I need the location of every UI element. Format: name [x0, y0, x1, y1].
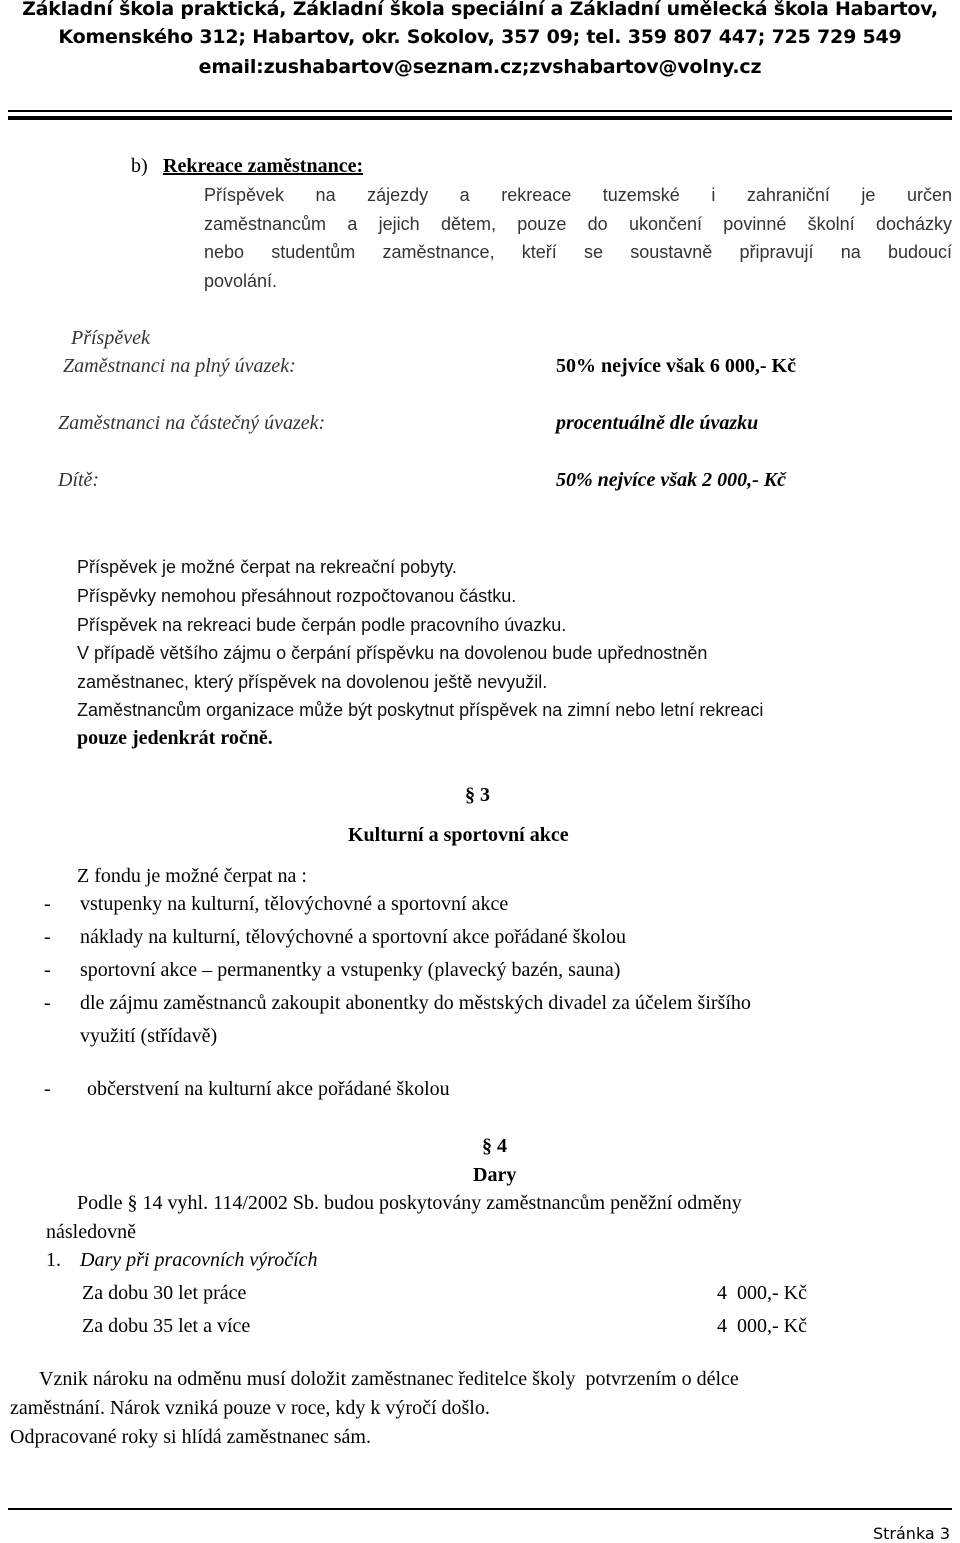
section-3-title: Kulturní a sportovní akce: [348, 824, 569, 846]
header-rule-thin: [8, 110, 952, 112]
rule-note: Zaměstnancům organizace může být poskytnut příspěvek na zimní nebo letní rekreaci: [77, 700, 764, 720]
section-b-heading: Rekreace zaměstnance:: [163, 155, 364, 177]
list-dash: -: [44, 1078, 51, 1100]
section-4-intro-cont: následovně: [46, 1221, 136, 1243]
section-3-number: § 3: [465, 784, 490, 806]
list-dash: -: [44, 992, 51, 1014]
section-4-number: § 4: [482, 1135, 507, 1157]
closing-line: Odpracované roky si hlídá zaměstnanec sám.: [10, 1426, 371, 1448]
rule-note: Příspěvek je možné čerpat na rekreační pobyty.: [77, 557, 457, 577]
contribution-label: Dítě:: [58, 469, 100, 491]
school-address-line: Komenského 312; Habartov, okr. Sokolov, 357 09; tel. 359 807 447; 725 729 549: [58, 26, 902, 48]
section-b-para-line: povolání.: [204, 271, 278, 291]
gift-amount: 4 000,- Kč: [717, 1282, 807, 1304]
gift-label: Za dobu 35 let a více: [82, 1315, 251, 1337]
rule-note: zaměstnanec, který příspěvek na dovolenou ještě nevyužil.: [77, 672, 548, 692]
list-item-continuation: využití (střídavě): [80, 1025, 218, 1047]
section-b-para-line: Příspěvek na zájezdy a rekreace tuzemské i zahraniční je určen: [204, 185, 952, 205]
footer-rule: [8, 1508, 952, 1510]
header-rule-thick: [8, 116, 952, 120]
section-b-para-line: zaměstnancům a jejich dětem, pouze do ukončení povinné školní docházky: [204, 214, 952, 234]
list-item: občerstvení na kulturní akce pořádané školou: [87, 1078, 450, 1100]
contribution-value: 50% nejvíce však 6 000,- Kč: [556, 355, 796, 377]
gift-label: Za dobu 30 let práce: [82, 1282, 247, 1304]
list-dash: -: [44, 959, 51, 981]
contribution-table-title: Příspěvek: [71, 327, 150, 349]
contribution-value: procentuálně dle úvazku: [556, 412, 759, 434]
list-item: sportovní akce – permanentky a vstupenky (plavecký bazén, sauna): [80, 959, 621, 981]
closing-line: zaměstnání. Nárok vzniká pouze v roce, kdy k výročí došlo.: [10, 1397, 490, 1419]
section-4-intro: Podle § 14 vyhl. 114/2002 Sb. budou poskytovány zaměstnancům peněžní odměny: [77, 1192, 742, 1214]
list-item: vstupenky na kulturní, tělovýchovné a sportovní akce: [80, 893, 509, 915]
list-item: dle zájmu zaměstnanců zakoupit abonentky do městských divadel za účelem širšího: [80, 992, 751, 1014]
section-3-intro: Z fondu je možné čerpat na :: [77, 865, 307, 887]
section-b-marker: b): [131, 155, 148, 177]
contribution-label: Zaměstnanci na plný úvazek:: [63, 355, 296, 377]
closing-line: Vznik nároku na odměnu musí doložit zaměstnanec ředitelce školy potvrzením o délce: [39, 1368, 739, 1390]
gifts-list-number: 1.: [46, 1249, 61, 1271]
rule-note: V případě většího zájmu o čerpání příspěvku na dovolenou bude upřednostněn: [77, 643, 708, 663]
list-item: náklady na kulturní, tělovýchovné a sportovní akce pořádané školou: [80, 926, 626, 948]
contribution-value: 50% nejvíce však 2 000,- Kč: [556, 469, 786, 491]
rule-note-bold: pouze jedenkrát ročně.: [77, 727, 273, 749]
gifts-list-title: Dary při pracovních výročích: [80, 1249, 318, 1271]
page-number: Stránka 3: [872, 1524, 950, 1543]
gift-amount: 4 000,- Kč: [717, 1315, 807, 1337]
contribution-label: Zaměstnanci na částečný úvazek:: [58, 412, 326, 434]
section-4-title: Dary: [473, 1164, 517, 1186]
rule-note: Příspěvky nemohou přesáhnout rozpočtovanou částku.: [77, 586, 517, 606]
list-dash: -: [44, 893, 51, 915]
school-name-line: Základní škola praktická, Základní škola speciální a Základní umělecká škola Habartov,: [22, 0, 938, 20]
rule-note: Příspěvek na rekreaci bude čerpán podle pracovního úvazku.: [77, 615, 567, 635]
section-b-para-line: nebo studentům zaměstnance, kteří se soustavně připravují na budoucí: [204, 242, 952, 262]
list-dash: -: [44, 926, 51, 948]
school-email-line: email:zushabartov@seznam.cz;zvshabartov@volny.cz: [198, 56, 762, 78]
